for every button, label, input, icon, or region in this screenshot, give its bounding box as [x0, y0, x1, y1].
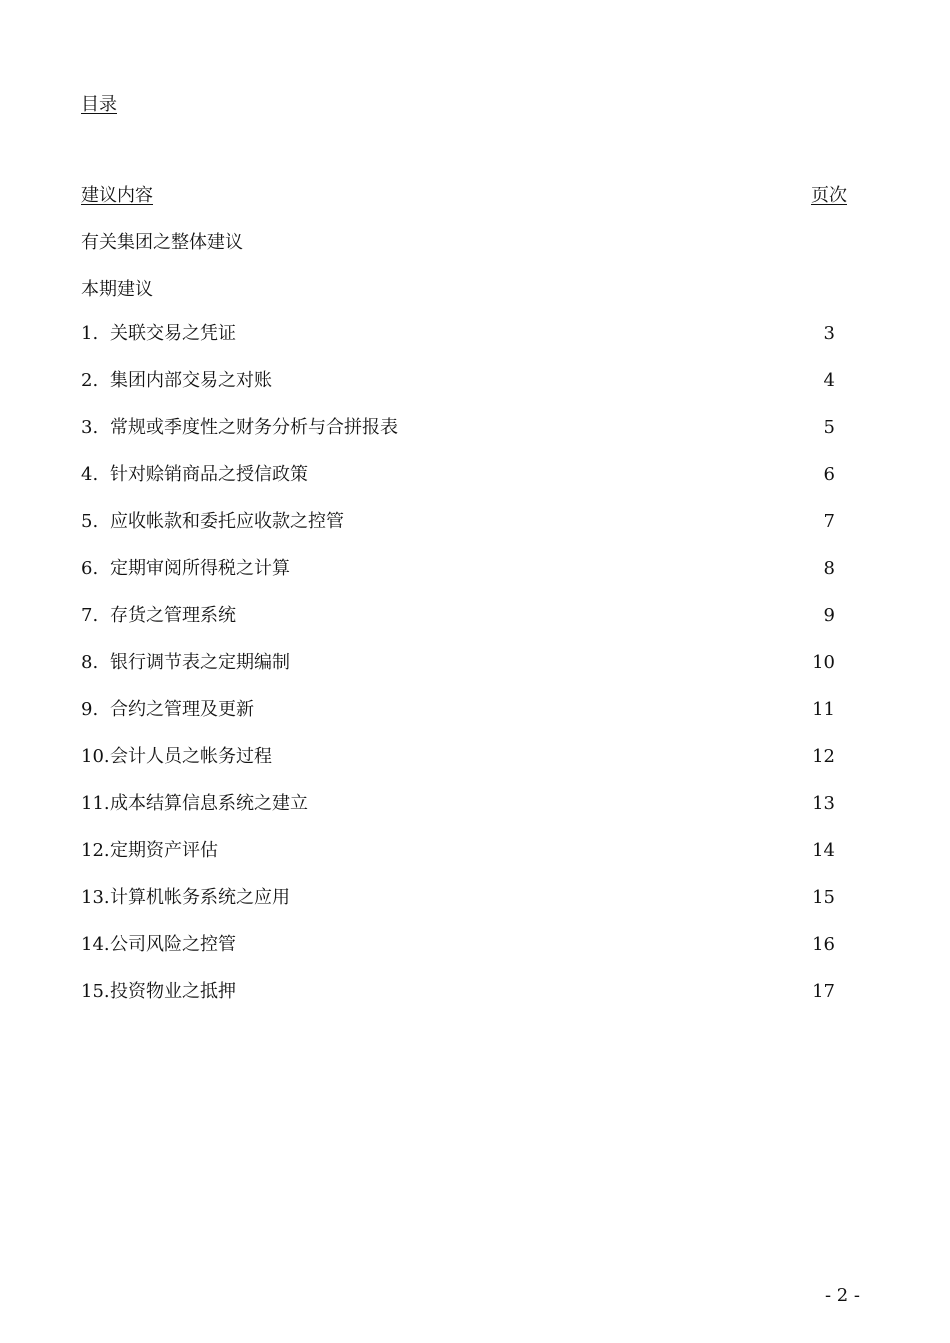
toc-entry[interactable] — [81, 745, 847, 792]
toc-entry[interactable] — [81, 604, 847, 651]
toc-entry-number: 13. — [81, 887, 110, 908]
toc-entry-page: 4 — [823, 370, 835, 391]
toc-entry[interactable] — [81, 322, 847, 369]
toc-entry-label: 针对赊销商品之授信政策 — [110, 464, 308, 485]
toc-entry-label: 成本结算信息系统之建立 — [110, 793, 308, 814]
toc-entry-page: 10 — [812, 652, 835, 673]
toc-entry-page: 9 — [823, 605, 835, 626]
toc-entry-number: 6. — [81, 558, 99, 579]
column-header-content: 建议内容 — [81, 185, 153, 206]
toc-entry-label: 会计人员之帐务过程 — [110, 746, 272, 767]
toc-entry-number: 5. — [81, 511, 99, 532]
section-heading-overall: 有关集团之整体建议 — [81, 232, 243, 253]
toc-entry[interactable] — [81, 886, 847, 933]
toc-entry-number: 4. — [81, 464, 99, 485]
toc-entry-label: 合约之管理及更新 — [110, 699, 254, 720]
toc-entry-page: 12 — [812, 746, 835, 767]
toc-entry-label: 关联交易之凭证 — [110, 323, 236, 344]
toc-entry[interactable] — [81, 557, 847, 604]
toc-entry-label: 集团内部交易之对账 — [110, 370, 272, 391]
toc-entry-page: 13 — [812, 793, 835, 814]
toc-entry-page: 16 — [812, 934, 835, 955]
column-header-page: 页次 — [811, 185, 847, 206]
toc-entry-page: 17 — [812, 981, 835, 1002]
section-heading-current: 本期建议 — [81, 279, 153, 300]
toc-entry-number: 1. — [81, 323, 99, 344]
toc-entry-page: 7 — [823, 511, 835, 532]
toc-entry-label: 定期资产评估 — [110, 840, 218, 861]
toc-entry[interactable] — [81, 510, 847, 557]
toc-entry[interactable] — [81, 980, 847, 1027]
toc-entry[interactable] — [81, 698, 847, 745]
toc-entry-label: 公司风险之控管 — [110, 934, 236, 955]
toc-entry-number: 9. — [81, 699, 99, 720]
toc-entry-label: 银行调节表之定期编制 — [110, 652, 290, 673]
toc-entry-label: 定期审阅所得税之计算 — [110, 558, 290, 579]
toc-entry-page: 6 — [823, 464, 835, 485]
toc-entry-number: 15. — [81, 981, 110, 1002]
toc-entry-number: 8. — [81, 652, 99, 673]
toc-entry-number: 2. — [81, 370, 99, 391]
toc-entry[interactable] — [81, 369, 847, 416]
toc-entry-page: 15 — [812, 887, 835, 908]
toc-entry-number: 11. — [81, 793, 110, 814]
toc-entry-number: 7. — [81, 605, 99, 626]
toc-entry[interactable] — [81, 933, 847, 980]
toc-header-row — [81, 181, 847, 207]
toc-entry-label: 投资物业之抵押 — [110, 981, 236, 1002]
toc-entry-number: 10. — [81, 746, 110, 767]
toc-entry[interactable] — [81, 416, 847, 463]
toc-entry-number: 3. — [81, 417, 99, 438]
toc-entry-number: 14. — [81, 934, 110, 955]
toc-entry-page: 11 — [812, 699, 835, 720]
toc-entry-number: 12. — [81, 840, 110, 861]
toc-entry-label: 存货之管理系统 — [110, 605, 236, 626]
toc-entry[interactable] — [81, 792, 847, 839]
toc-entry[interactable] — [81, 839, 847, 886]
toc-entry-label: 计算机帐务系统之应用 — [110, 887, 290, 908]
toc-title: 目录 — [81, 94, 117, 115]
toc-entry[interactable] — [81, 463, 847, 510]
toc-entry-page: 3 — [823, 323, 835, 344]
toc-entry-page: 5 — [823, 417, 835, 438]
toc-entry[interactable] — [81, 651, 847, 698]
toc-entry-label: 常规或季度性之财务分析与合拼报表 — [110, 417, 398, 438]
toc-entry-page: 14 — [812, 840, 835, 861]
toc-entry-label: 应收帐款和委托应收款之控管 — [110, 511, 344, 532]
page-number: - 2 - — [824, 1285, 860, 1306]
toc-list — [81, 322, 847, 1027]
toc-entry-page: 8 — [823, 558, 835, 579]
